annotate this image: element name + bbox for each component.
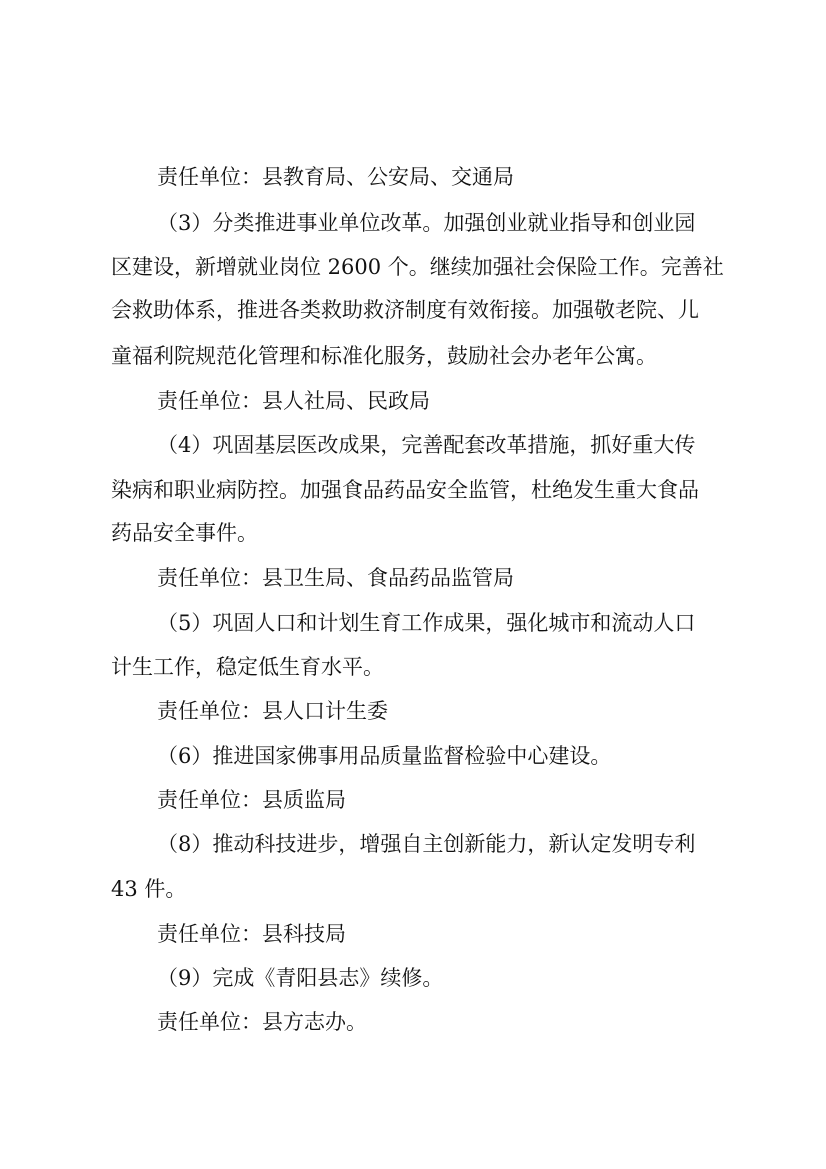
item-4-line-1: （4）巩固基层医改成果，完善配套改革措施，抓好重大传 [157,433,696,457]
item-5-line-2: 计生工作，稳定低生育水平。 [111,655,384,679]
item-6-line-1: （6）推进国家佛事用品质量监督检验中心建设。 [157,744,612,768]
item-3-line-3: 会救助体系，推进各类救助救济制度有效衔接。加强敬老院、儿 [111,298,699,322]
item-3-line-1: （3）分类推进事业单位改革。加强创业就业指导和创业园 [157,211,696,235]
responsibility-line-1: 责任单位：县教育局、公安局、交通局 [157,165,514,189]
item-9-line-1: （9）完成《青阳县志》续修。 [157,966,444,990]
item-4-line-2: 染病和职业病防控。加强食品药品安全监管，杜绝发生重大食品 [111,478,699,502]
item-4-line-3: 药品安全事件。 [111,521,258,545]
responsibility-line-6: 责任单位：县科技局 [157,922,346,946]
responsibility-line-7: 责任单位：县方志办。 [157,1010,367,1034]
item-3-line-2: 区建设，新增就业岗位 2600 个。继续加强社会保险工作。完善社 [111,255,724,279]
responsibility-line-3: 责任单位：县卫生局、食品药品监管局 [157,566,514,590]
responsibility-line-4: 责任单位：县人口计生委 [157,699,388,723]
item-8-line-2: 43 件。 [111,877,187,901]
responsibility-line-2: 责任单位：县人社局、民政局 [157,389,430,413]
item-8-line-1: （8）推动科技进步，增强自主创新能力，新认定发明专利 [157,832,696,856]
responsibility-line-5: 责任单位：县质监局 [157,788,346,812]
item-3-line-4: 童福利院规范化管理和标准化服务，鼓励社会办老年公寓。 [111,344,657,368]
item-5-line-1: （5）巩固人口和计划生育工作成果，强化城市和流动人口 [157,611,696,635]
